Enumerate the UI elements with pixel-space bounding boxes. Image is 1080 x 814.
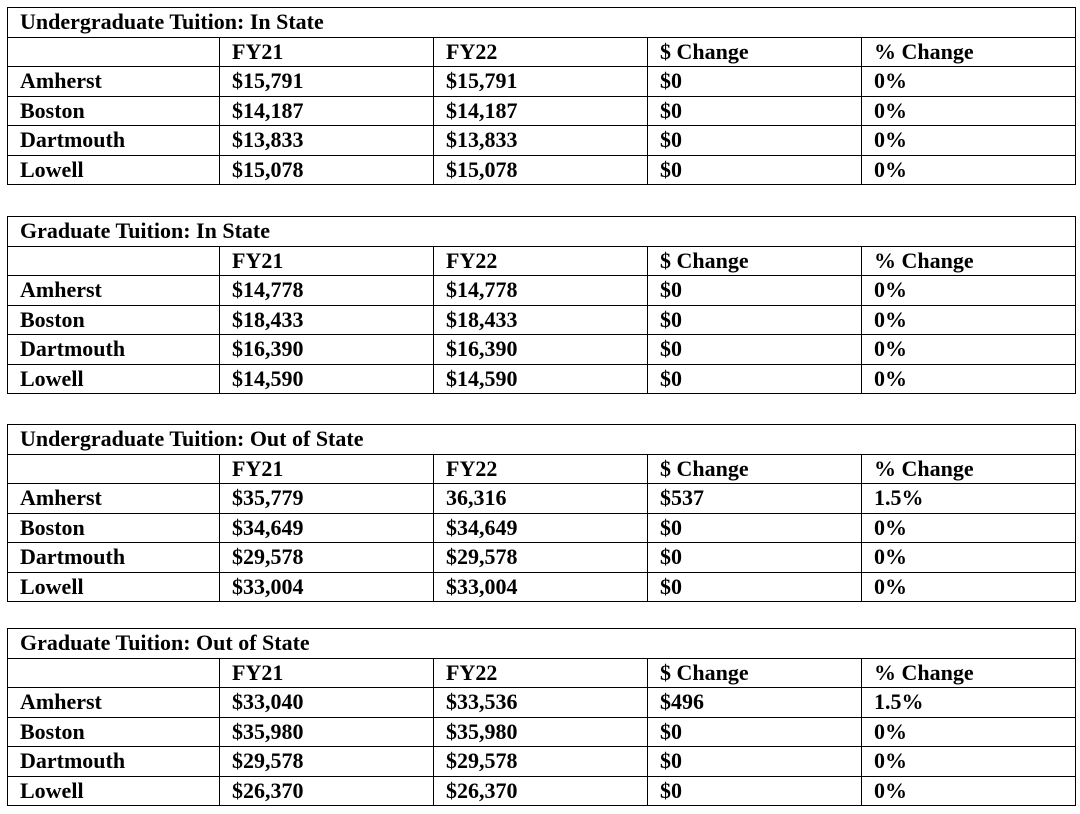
dollar-change-cell: $496 [648, 688, 862, 718]
percent-change-cell: 0% [862, 67, 1076, 97]
fy21-cell: $34,649 [220, 513, 434, 543]
dollar-change-cell: $0 [648, 776, 862, 806]
header-percent-change: % Change [862, 454, 1076, 484]
percent-change-cell: 0% [862, 96, 1076, 126]
campus-cell: Dartmouth [8, 543, 220, 573]
campus-cell: Amherst [8, 484, 220, 514]
table-title: Undergraduate Tuition: Out of State [8, 425, 1076, 455]
fy22-cell: $16,390 [434, 335, 648, 365]
fy21-cell: $35,779 [220, 484, 434, 514]
fy22-cell: $14,778 [434, 276, 648, 306]
tuition-table-undergrad-in-state [7, 7, 1076, 185]
dollar-change-cell: $0 [648, 513, 862, 543]
header-fy22: FY22 [434, 658, 648, 688]
dollar-change-cell: $0 [648, 126, 862, 156]
header-fy21: FY21 [220, 246, 434, 276]
header-fy21: FY21 [220, 658, 434, 688]
percent-change-cell: 0% [862, 305, 1076, 335]
table-row [8, 364, 1076, 394]
dollar-change-cell: $537 [648, 484, 862, 514]
percent-change-cell: 0% [862, 513, 1076, 543]
header-dollar-change: $ Change [648, 246, 862, 276]
fy22-cell: $29,578 [434, 543, 648, 573]
fy21-cell: $13,833 [220, 126, 434, 156]
campus-cell: Lowell [8, 155, 220, 185]
campus-cell: Boston [8, 717, 220, 747]
fy21-cell: $14,778 [220, 276, 434, 306]
tuition-table-grad-in-state [7, 216, 1076, 394]
campus-cell: Dartmouth [8, 747, 220, 777]
fy21-cell: $33,040 [220, 688, 434, 718]
fy21-cell: $14,590 [220, 364, 434, 394]
table-title-row [8, 425, 1076, 455]
fy21-cell: $29,578 [220, 747, 434, 777]
table-row [8, 543, 1076, 573]
percent-change-cell: 1.5% [862, 688, 1076, 718]
campus-cell: Amherst [8, 276, 220, 306]
fy22-cell: $15,791 [434, 67, 648, 97]
header-dollar-change: $ Change [648, 37, 862, 67]
fy22-cell: 36,316 [434, 484, 648, 514]
header-percent-change: % Change [862, 37, 1076, 67]
fy21-cell: $33,004 [220, 572, 434, 602]
header-row [8, 246, 1076, 276]
fy22-cell: $14,187 [434, 96, 648, 126]
percent-change-cell: 0% [862, 543, 1076, 573]
table-row [8, 776, 1076, 806]
table-title: Graduate Tuition: Out of State [8, 629, 1076, 659]
fy22-cell: $13,833 [434, 126, 648, 156]
table-row [8, 276, 1076, 306]
campus-cell: Boston [8, 513, 220, 543]
campus-cell: Lowell [8, 364, 220, 394]
fy22-cell: $33,536 [434, 688, 648, 718]
percent-change-cell: 0% [862, 572, 1076, 602]
campus-cell: Lowell [8, 572, 220, 602]
fy22-cell: $15,078 [434, 155, 648, 185]
table-row [8, 484, 1076, 514]
header-row [8, 37, 1076, 67]
campus-cell: Lowell [8, 776, 220, 806]
campus-cell: Boston [8, 96, 220, 126]
table-title-row [8, 8, 1076, 38]
dollar-change-cell: $0 [648, 67, 862, 97]
dollar-change-cell: $0 [648, 543, 862, 573]
campus-cell: Dartmouth [8, 335, 220, 365]
fy22-cell: $34,649 [434, 513, 648, 543]
header-fy22: FY22 [434, 246, 648, 276]
dollar-change-cell: $0 [648, 747, 862, 777]
table-row [8, 335, 1076, 365]
table-row [8, 155, 1076, 185]
campus-cell: Amherst [8, 688, 220, 718]
header-row [8, 454, 1076, 484]
fy21-cell: $15,791 [220, 67, 434, 97]
header-percent-change: % Change [862, 658, 1076, 688]
header-fy22: FY22 [434, 454, 648, 484]
table-title: Undergraduate Tuition: In State [8, 8, 1076, 38]
header-cell-empty [8, 658, 220, 688]
tuition-table-undergrad-out-of-state [7, 424, 1076, 602]
table-title-row [8, 629, 1076, 659]
fy21-cell: $16,390 [220, 335, 434, 365]
table-row [8, 747, 1076, 777]
fy22-cell: $33,004 [434, 572, 648, 602]
table-row [8, 305, 1076, 335]
header-fy21: FY21 [220, 454, 434, 484]
fy21-cell: $14,187 [220, 96, 434, 126]
header-fy21: FY21 [220, 37, 434, 67]
percent-change-cell: 0% [862, 717, 1076, 747]
table-row [8, 572, 1076, 602]
dollar-change-cell: $0 [648, 305, 862, 335]
percent-change-cell: 0% [862, 364, 1076, 394]
table-title-row [8, 217, 1076, 247]
dollar-change-cell: $0 [648, 155, 862, 185]
percent-change-cell: 0% [862, 776, 1076, 806]
campus-cell: Amherst [8, 67, 220, 97]
percent-change-cell: 0% [862, 335, 1076, 365]
table-row [8, 513, 1076, 543]
percent-change-cell: 0% [862, 747, 1076, 777]
fy22-cell: $14,590 [434, 364, 648, 394]
table-title: Graduate Tuition: In State [8, 217, 1076, 247]
fy22-cell: $18,433 [434, 305, 648, 335]
campus-cell: Dartmouth [8, 126, 220, 156]
header-dollar-change: $ Change [648, 658, 862, 688]
header-percent-change: % Change [862, 246, 1076, 276]
table-row [8, 96, 1076, 126]
fy22-cell: $29,578 [434, 747, 648, 777]
fy21-cell: $18,433 [220, 305, 434, 335]
header-cell-empty [8, 454, 220, 484]
header-cell-empty [8, 246, 220, 276]
header-dollar-change: $ Change [648, 454, 862, 484]
fy22-cell: $35,980 [434, 717, 648, 747]
fy22-cell: $26,370 [434, 776, 648, 806]
dollar-change-cell: $0 [648, 717, 862, 747]
fy21-cell: $15,078 [220, 155, 434, 185]
fy21-cell: $29,578 [220, 543, 434, 573]
campus-cell: Boston [8, 305, 220, 335]
dollar-change-cell: $0 [648, 96, 862, 126]
dollar-change-cell: $0 [648, 276, 862, 306]
dollar-change-cell: $0 [648, 364, 862, 394]
table-row [8, 688, 1076, 718]
tuition-table-grad-out-of-state [7, 628, 1076, 806]
dollar-change-cell: $0 [648, 572, 862, 602]
header-fy22: FY22 [434, 37, 648, 67]
table-row [8, 67, 1076, 97]
percent-change-cell: 0% [862, 126, 1076, 156]
header-row [8, 658, 1076, 688]
table-row [8, 126, 1076, 156]
header-cell-empty [8, 37, 220, 67]
percent-change-cell: 1.5% [862, 484, 1076, 514]
percent-change-cell: 0% [862, 155, 1076, 185]
fy21-cell: $35,980 [220, 717, 434, 747]
table-row [8, 717, 1076, 747]
percent-change-cell: 0% [862, 276, 1076, 306]
fy21-cell: $26,370 [220, 776, 434, 806]
dollar-change-cell: $0 [648, 335, 862, 365]
